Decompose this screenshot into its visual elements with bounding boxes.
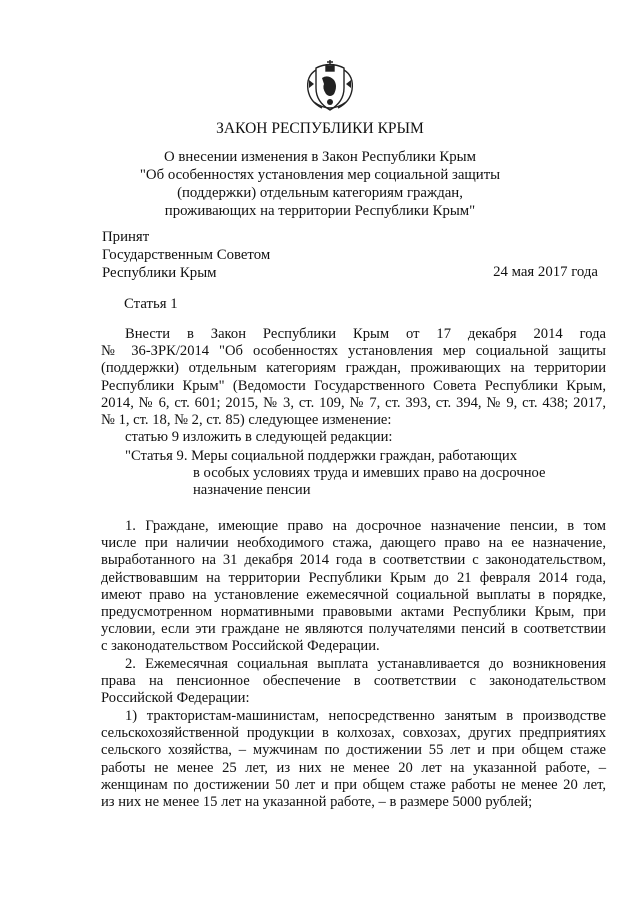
text-line: сельского хозяйства, – мужчинам по достижении 55 лет и при общем стаже [101,742,606,759]
text-line: Внести в Закон Республики Крым от 17 декабря 2014 года [125,326,606,342]
text-line: с законодательством Российской Федерации. [101,638,380,655]
instruction-line: статью 9 изложить в следующей редакции: [125,429,393,446]
adoption-line: Принят [102,229,150,245]
text-line: права на пенсионное обеспечение в соответствии с законодательством [101,673,606,690]
text-line: числе при наличии необходимого стажа, дающего право на ее назначение, [101,535,606,552]
text-line: № 1, ст. 18, № 2, ст. 85) следующее изменение: [101,412,392,429]
document-subtitle [120,148,520,220]
paragraph-2 [101,656,606,708]
text-line: № 36-ЗРК/2014 "Об особенностях установления мер социальной защиты [101,343,606,360]
text-line: (поддержки) отдельным категориям граждан, проживающих на территории [101,360,606,377]
adoption-line: Государственным Советом [102,247,271,263]
text-line: действовавшим на территории Республики Крым до 21 февраля 2014 года, [101,569,606,586]
article-heading: Статья 1 [124,296,178,312]
subtitle-line: проживающих на территории Республики Крым" [164,203,476,219]
text-line: выработанного на 31 декабря 2014 года в соответствии с законодательством, [101,552,606,569]
paragraph-1 [101,518,606,656]
article-9-heading [125,448,595,500]
text-line: 1) трактористам-машинистам, непосредственно занятым в производстве [125,708,606,724]
text-line: Российской Федерации: [101,690,250,707]
adoption-line: Республики Крым [102,265,217,281]
text-line: сельскохозяйственной продукции в колхозах, совхозах, других предприятиях [101,725,606,742]
text-line: женщинам по достижении 50 лет и при общем стаже работы не менее 20 лет, [101,776,606,793]
text-line: 2014, № 6, ст. 601; 2015, № 3, ст. 109, № 7, ст. 393, ст. 394, № 9, ст. 438; 2017, [101,394,606,411]
text-line: 2. Ежемесячная социальная выплата устанавливается до возникновения [125,656,606,672]
text-line: условии, если эти граждане не являются получателями пенсий в соответствии [101,621,606,638]
article-intro [101,326,606,446]
text-line: работы не менее 25 лет, из них не менее 20 лет на указанной работе, – [101,759,606,776]
adoption-date: 24 мая 2017 года [493,264,598,280]
paragraph-3 [101,708,606,811]
text-line: имеют право на установление ежемесячной социальной выплаты в порядке, [101,586,606,603]
text-line: 1. Граждане, имеющие право на досрочное назначение пенсии, в том [125,518,606,534]
text-line: предусмотренном нормативными правовыми актами Республики Крым, при [101,604,606,621]
adoption-block [102,228,270,282]
text-line: из них не менее 15 лет на указанной работе, – в размере 5000 рублей; [101,794,533,811]
text-line: в особых условиях труда и имевших право на досрочное [193,465,546,482]
subtitle-line: "Об особенностях установления мер социальной защиты [139,167,501,183]
crimea-coat-of-arms-icon [300,58,360,116]
text-line: Республики Крым" (Ведомости Государственного Совета Республики Крым, [101,377,606,394]
subtitle-line: (поддержки) отдельным категориям граждан, [177,185,463,201]
text-line: назначение пенсии [193,482,311,499]
document-title: ЗАКОН РЕСПУБЛИКИ КРЫМ [216,120,424,137]
text-line: "Статья 9. Меры социальной поддержки граждан, работающих [125,448,518,464]
subtitle-line: О внесении изменения в Закон Республики Крым [164,149,476,165]
